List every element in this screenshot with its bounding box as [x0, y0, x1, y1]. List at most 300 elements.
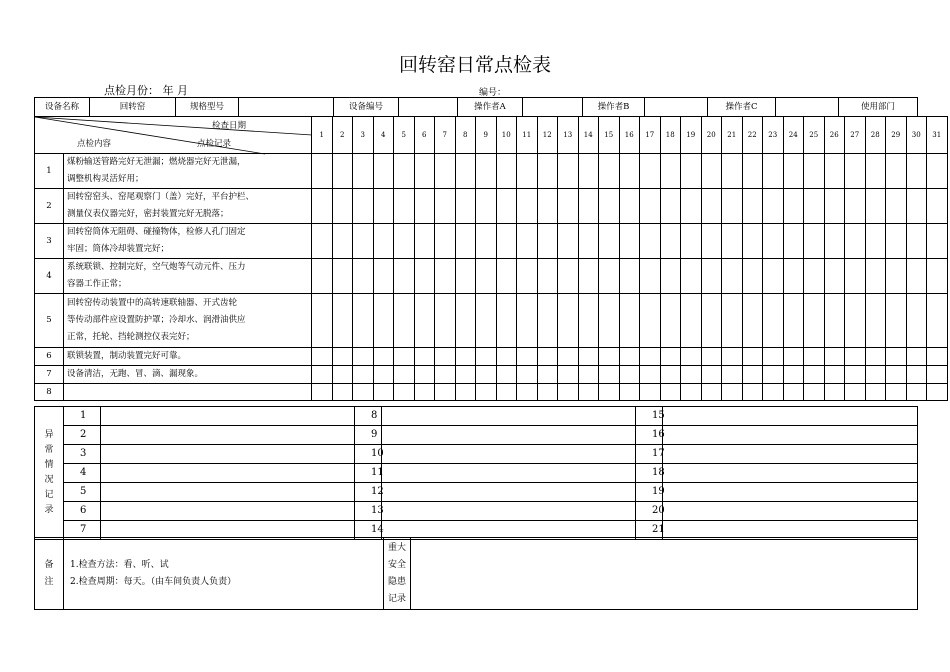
day-header: 14: [578, 117, 599, 154]
item-content: [64, 366, 312, 384]
abnormal-number: 3: [64, 445, 101, 464]
day-header: 15: [599, 117, 620, 154]
abnormal-entry[interactable]: [382, 502, 636, 521]
check-cell[interactable]: [476, 224, 497, 259]
check-cell[interactable]: [537, 189, 558, 224]
check-cell[interactable]: [845, 348, 866, 366]
operator-c-value[interactable]: [776, 98, 839, 117]
check-cell[interactable]: [312, 384, 333, 401]
check-cell[interactable]: [824, 294, 845, 348]
check-cell[interactable]: [455, 189, 476, 224]
check-cell[interactable]: [845, 224, 866, 259]
check-cell[interactable]: [845, 259, 866, 294]
check-cell[interactable]: [681, 259, 702, 294]
abnormal-number: 10: [355, 445, 382, 464]
check-cell[interactable]: [312, 154, 333, 189]
abnormal-entry[interactable]: [663, 407, 918, 426]
check-cell[interactable]: [906, 294, 927, 348]
model-value[interactable]: [239, 98, 334, 117]
check-cell[interactable]: [373, 366, 394, 384]
check-cell[interactable]: [373, 348, 394, 366]
check-cell[interactable]: [783, 366, 804, 384]
check-cell[interactable]: [476, 154, 497, 189]
check-cell[interactable]: [537, 348, 558, 366]
check-cell[interactable]: [537, 366, 558, 384]
check-cell[interactable]: [537, 294, 558, 348]
item-content-line: 设备清洁，无跑、冒、滴、漏现象。: [67, 369, 204, 379]
check-cell[interactable]: [804, 294, 825, 348]
check-cell[interactable]: [660, 384, 681, 401]
check-cell[interactable]: [599, 348, 620, 366]
check-cell[interactable]: [312, 189, 333, 224]
check-cell[interactable]: [763, 384, 784, 401]
check-cell[interactable]: [927, 154, 948, 189]
check-cell[interactable]: [599, 384, 620, 401]
check-cell[interactable]: [373, 154, 394, 189]
check-cell[interactable]: [886, 189, 907, 224]
check-cell[interactable]: [906, 259, 927, 294]
check-cell[interactable]: [517, 259, 538, 294]
check-cell[interactable]: [414, 384, 435, 401]
check-cell[interactable]: [927, 224, 948, 259]
check-cell[interactable]: [599, 294, 620, 348]
check-cell[interactable]: [722, 348, 743, 366]
check-cell[interactable]: [804, 384, 825, 401]
check-cell[interactable]: [722, 224, 743, 259]
check-cell[interactable]: [763, 348, 784, 366]
check-cell[interactable]: [865, 259, 886, 294]
check-cell[interactable]: [332, 189, 353, 224]
check-cell[interactable]: [435, 384, 456, 401]
check-cell[interactable]: [804, 224, 825, 259]
abnormal-entry[interactable]: [663, 426, 918, 445]
check-cell[interactable]: [927, 189, 948, 224]
check-cell[interactable]: [886, 384, 907, 401]
check-cell[interactable]: [414, 259, 435, 294]
check-cell[interactable]: [394, 189, 415, 224]
check-cell[interactable]: [640, 294, 661, 348]
check-cell[interactable]: [353, 154, 374, 189]
check-cell[interactable]: [763, 259, 784, 294]
check-cell[interactable]: [681, 154, 702, 189]
check-cell[interactable]: [373, 189, 394, 224]
check-cell[interactable]: [476, 366, 497, 384]
check-cell[interactable]: [517, 366, 538, 384]
check-cell[interactable]: [455, 366, 476, 384]
check-cell[interactable]: [332, 259, 353, 294]
check-cell[interactable]: [435, 189, 456, 224]
check-cell[interactable]: [865, 348, 886, 366]
check-cell[interactable]: [742, 294, 763, 348]
check-cell[interactable]: [845, 384, 866, 401]
check-cell[interactable]: [742, 259, 763, 294]
check-cell[interactable]: [312, 294, 333, 348]
check-cell[interactable]: [681, 348, 702, 366]
check-cell[interactable]: [496, 294, 517, 348]
check-cell[interactable]: [742, 224, 763, 259]
check-cell[interactable]: [435, 154, 456, 189]
abnormal-number: 2: [64, 426, 101, 445]
abnormal-entry[interactable]: [382, 445, 636, 464]
check-cell[interactable]: [619, 259, 640, 294]
check-cell[interactable]: [312, 259, 333, 294]
check-cell[interactable]: [496, 384, 517, 401]
check-cell[interactable]: [783, 224, 804, 259]
check-cell[interactable]: [353, 259, 374, 294]
check-cell[interactable]: [660, 259, 681, 294]
check-cell[interactable]: [394, 294, 415, 348]
abnormal-entry[interactable]: [101, 502, 355, 521]
check-cell[interactable]: [824, 384, 845, 401]
check-cell[interactable]: [537, 154, 558, 189]
day-header: 17: [640, 117, 661, 154]
major-hazard-label-line: 记录: [387, 593, 406, 604]
check-cell[interactable]: [927, 384, 948, 401]
notes-line-2: 2.检查周期：每天。（由车间负责人负责）: [70, 576, 237, 587]
check-cell[interactable]: [578, 189, 599, 224]
check-cell[interactable]: [455, 348, 476, 366]
abnormal-entry[interactable]: [663, 483, 918, 502]
check-cell[interactable]: [701, 259, 722, 294]
check-cell[interactable]: [312, 366, 333, 384]
check-cell[interactable]: [865, 384, 886, 401]
check-cell[interactable]: [476, 348, 497, 366]
check-cell[interactable]: [783, 154, 804, 189]
check-cell[interactable]: [455, 224, 476, 259]
check-cell[interactable]: [558, 154, 579, 189]
check-cell[interactable]: [681, 384, 702, 401]
check-cell[interactable]: [640, 189, 661, 224]
check-cell[interactable]: [455, 154, 476, 189]
check-cell[interactable]: [681, 224, 702, 259]
abnormal-entry[interactable]: [663, 464, 918, 483]
check-cell[interactable]: [701, 189, 722, 224]
check-cell[interactable]: [537, 224, 558, 259]
check-cell[interactable]: [435, 366, 456, 384]
check-cell[interactable]: [701, 366, 722, 384]
check-cell[interactable]: [353, 189, 374, 224]
abnormal-number: 12: [355, 483, 382, 502]
check-cell[interactable]: [619, 189, 640, 224]
check-cell[interactable]: [558, 348, 579, 366]
check-cell[interactable]: [722, 154, 743, 189]
check-cell[interactable]: [353, 294, 374, 348]
check-cell[interactable]: [886, 294, 907, 348]
check-cell[interactable]: [435, 294, 456, 348]
check-cell[interactable]: [742, 366, 763, 384]
check-cell[interactable]: [496, 189, 517, 224]
check-cell[interactable]: [373, 224, 394, 259]
check-cell[interactable]: [783, 348, 804, 366]
check-cell[interactable]: [783, 189, 804, 224]
abnormal-number: 11: [355, 464, 382, 483]
check-cell[interactable]: [824, 224, 845, 259]
check-cell[interactable]: [496, 154, 517, 189]
check-cell[interactable]: [332, 154, 353, 189]
check-cell[interactable]: [537, 259, 558, 294]
check-cell[interactable]: [722, 294, 743, 348]
check-cell[interactable]: [660, 154, 681, 189]
check-cell[interactable]: [312, 224, 333, 259]
check-cell[interactable]: [640, 259, 661, 294]
abnormal-entry[interactable]: [101, 407, 355, 426]
check-cell[interactable]: [865, 154, 886, 189]
check-cell[interactable]: [414, 366, 435, 384]
check-cell[interactable]: [845, 154, 866, 189]
abnormal-entry[interactable]: [101, 483, 355, 502]
check-cell[interactable]: [414, 189, 435, 224]
check-cell[interactable]: [353, 366, 374, 384]
check-cell[interactable]: [353, 224, 374, 259]
check-cell[interactable]: [558, 224, 579, 259]
check-cell[interactable]: [394, 384, 415, 401]
check-cell[interactable]: [722, 384, 743, 401]
abnormal-number: 21: [636, 521, 663, 540]
check-cell[interactable]: [927, 294, 948, 348]
abnormal-entry[interactable]: [382, 483, 636, 502]
check-cell[interactable]: [373, 384, 394, 401]
check-cell[interactable]: [517, 348, 538, 366]
check-cell[interactable]: [599, 366, 620, 384]
check-cell[interactable]: [496, 224, 517, 259]
abnormal-entry[interactable]: [663, 445, 918, 464]
check-cell[interactable]: [394, 224, 415, 259]
check-cell[interactable]: [517, 384, 538, 401]
notes-table: [34, 537, 918, 610]
check-cell[interactable]: [701, 384, 722, 401]
check-cell[interactable]: [558, 259, 579, 294]
check-cell[interactable]: [353, 384, 374, 401]
check-cell[interactable]: [824, 259, 845, 294]
check-cell[interactable]: [660, 366, 681, 384]
check-cell[interactable]: [414, 154, 435, 189]
check-cell[interactable]: [865, 224, 886, 259]
check-cell[interactable]: [742, 384, 763, 401]
check-cell[interactable]: [332, 294, 353, 348]
check-cell[interactable]: [845, 366, 866, 384]
check-cell[interactable]: [517, 294, 538, 348]
operator-a-value[interactable]: [523, 98, 583, 117]
item-content: [64, 189, 312, 224]
check-cell[interactable]: [701, 348, 722, 366]
check-cell[interactable]: [332, 348, 353, 366]
check-cell[interactable]: [414, 294, 435, 348]
check-cell[interactable]: [763, 366, 784, 384]
check-cell[interactable]: [394, 154, 415, 189]
check-cell[interactable]: [783, 294, 804, 348]
check-cell[interactable]: [619, 348, 640, 366]
check-cell[interactable]: [660, 294, 681, 348]
check-cell[interactable]: [824, 348, 845, 366]
check-cell[interactable]: [619, 294, 640, 348]
check-cell[interactable]: [578, 154, 599, 189]
notes-label-char: 注: [44, 576, 54, 587]
major-hazard-record[interactable]: [411, 538, 918, 610]
check-cell[interactable]: [435, 348, 456, 366]
check-cell[interactable]: [414, 224, 435, 259]
check-cell[interactable]: [537, 384, 558, 401]
check-cell[interactable]: [824, 154, 845, 189]
check-cell[interactable]: [435, 224, 456, 259]
check-cell[interactable]: [681, 294, 702, 348]
check-cell[interactable]: [640, 384, 661, 401]
check-cell[interactable]: [906, 366, 927, 384]
check-cell[interactable]: [804, 348, 825, 366]
check-cell[interactable]: [578, 224, 599, 259]
check-cell[interactable]: [496, 366, 517, 384]
day-header: 20: [701, 117, 722, 154]
check-cell[interactable]: [558, 384, 579, 401]
inspection-item-row: [35, 259, 948, 294]
check-cell[interactable]: [619, 366, 640, 384]
check-cell[interactable]: [373, 294, 394, 348]
check-cell[interactable]: [599, 154, 620, 189]
check-cell[interactable]: [886, 154, 907, 189]
check-cell[interactable]: [845, 294, 866, 348]
equip-name-value[interactable]: 回转窑: [90, 98, 176, 117]
check-cell[interactable]: [476, 259, 497, 294]
operator-c-label: 操作者C: [708, 98, 776, 117]
check-cell[interactable]: [455, 294, 476, 348]
check-cell[interactable]: [660, 189, 681, 224]
check-cell[interactable]: [558, 366, 579, 384]
check-cell[interactable]: [804, 259, 825, 294]
check-cell[interactable]: [865, 189, 886, 224]
check-cell[interactable]: [681, 366, 702, 384]
check-cell[interactable]: [496, 348, 517, 366]
check-cell[interactable]: [783, 259, 804, 294]
check-cell[interactable]: [763, 154, 784, 189]
check-cell[interactable]: [681, 189, 702, 224]
check-cell[interactable]: [906, 189, 927, 224]
check-cell[interactable]: [558, 189, 579, 224]
operator-a-label: 操作者A: [458, 98, 523, 117]
check-cell[interactable]: [640, 366, 661, 384]
check-cell[interactable]: [517, 189, 538, 224]
check-cell[interactable]: [722, 366, 743, 384]
check-cell[interactable]: [722, 189, 743, 224]
check-cell[interactable]: [845, 189, 866, 224]
day-header: 8: [455, 117, 476, 154]
abnormal-number: 18: [636, 464, 663, 483]
check-cell[interactable]: [722, 259, 743, 294]
check-cell[interactable]: [865, 294, 886, 348]
check-cell[interactable]: [517, 224, 538, 259]
check-cell[interactable]: [763, 294, 784, 348]
check-cell[interactable]: [886, 259, 907, 294]
check-cell[interactable]: [619, 224, 640, 259]
check-cell[interactable]: [476, 294, 497, 348]
check-cell[interactable]: [332, 384, 353, 401]
abnormal-label-char: 况: [44, 475, 54, 485]
check-cell[interactable]: [640, 348, 661, 366]
check-cell[interactable]: [558, 294, 579, 348]
abnormal-entry[interactable]: [382, 464, 636, 483]
abnormal-entry[interactable]: [382, 426, 636, 445]
check-cell[interactable]: [824, 189, 845, 224]
check-cell[interactable]: [824, 366, 845, 384]
check-cell[interactable]: [927, 366, 948, 384]
check-cell[interactable]: [414, 348, 435, 366]
check-cell[interactable]: [763, 224, 784, 259]
check-cell[interactable]: [783, 384, 804, 401]
check-cell[interactable]: [886, 366, 907, 384]
check-cell[interactable]: [906, 224, 927, 259]
check-cell[interactable]: [886, 224, 907, 259]
check-cell[interactable]: [353, 348, 374, 366]
check-cell[interactable]: [599, 189, 620, 224]
check-cell[interactable]: [927, 348, 948, 366]
check-cell[interactable]: [660, 224, 681, 259]
check-cell[interactable]: [640, 224, 661, 259]
check-cell[interactable]: [435, 259, 456, 294]
check-cell[interactable]: [578, 259, 599, 294]
check-cell[interactable]: [742, 154, 763, 189]
check-cell[interactable]: [332, 366, 353, 384]
check-cell[interactable]: [599, 259, 620, 294]
check-cell[interactable]: [763, 189, 784, 224]
check-cell[interactable]: [332, 224, 353, 259]
abnormal-entry[interactable]: [663, 502, 918, 521]
check-cell[interactable]: [578, 366, 599, 384]
check-cell[interactable]: [312, 348, 333, 366]
check-cell[interactable]: [927, 259, 948, 294]
check-cell[interactable]: [578, 384, 599, 401]
check-cell[interactable]: [578, 348, 599, 366]
check-cell[interactable]: [804, 366, 825, 384]
check-cell[interactable]: [373, 259, 394, 294]
abnormal-entry[interactable]: [101, 426, 355, 445]
check-cell[interactable]: [742, 348, 763, 366]
check-cell[interactable]: [804, 189, 825, 224]
check-cell[interactable]: [865, 366, 886, 384]
abnormal-entry[interactable]: [382, 407, 636, 426]
check-cell[interactable]: [640, 154, 661, 189]
check-cell[interactable]: [701, 224, 722, 259]
check-cell[interactable]: [394, 259, 415, 294]
check-cell[interactable]: [906, 154, 927, 189]
check-cell[interactable]: [455, 384, 476, 401]
check-cell[interactable]: [517, 154, 538, 189]
check-cell[interactable]: [619, 384, 640, 401]
check-cell[interactable]: [906, 384, 927, 401]
check-cell[interactable]: [476, 384, 497, 401]
check-cell[interactable]: [496, 259, 517, 294]
check-cell[interactable]: [701, 294, 722, 348]
check-cell[interactable]: [742, 189, 763, 224]
equip-no-value[interactable]: [399, 98, 458, 117]
check-cell[interactable]: [906, 348, 927, 366]
check-cell[interactable]: [619, 154, 640, 189]
check-cell[interactable]: [599, 224, 620, 259]
check-cell[interactable]: [394, 348, 415, 366]
abnormal-entry[interactable]: [101, 445, 355, 464]
item-content-line: 联锁装置，制动装置完好可靠。: [67, 351, 187, 361]
item-content-line: 回转窑筒体无阻碍、碰撞物体，检修人孔门固定: [67, 227, 246, 237]
check-cell[interactable]: [660, 348, 681, 366]
check-cell[interactable]: [804, 154, 825, 189]
check-cell[interactable]: [394, 366, 415, 384]
check-cell[interactable]: [886, 348, 907, 366]
check-cell[interactable]: [701, 154, 722, 189]
day-header: 28: [865, 117, 886, 154]
check-cell[interactable]: [455, 259, 476, 294]
operator-b-value[interactable]: [645, 98, 708, 117]
check-cell[interactable]: [578, 294, 599, 348]
abnormal-entry[interactable]: [101, 464, 355, 483]
item-content: [64, 259, 312, 294]
check-cell[interactable]: [476, 189, 497, 224]
